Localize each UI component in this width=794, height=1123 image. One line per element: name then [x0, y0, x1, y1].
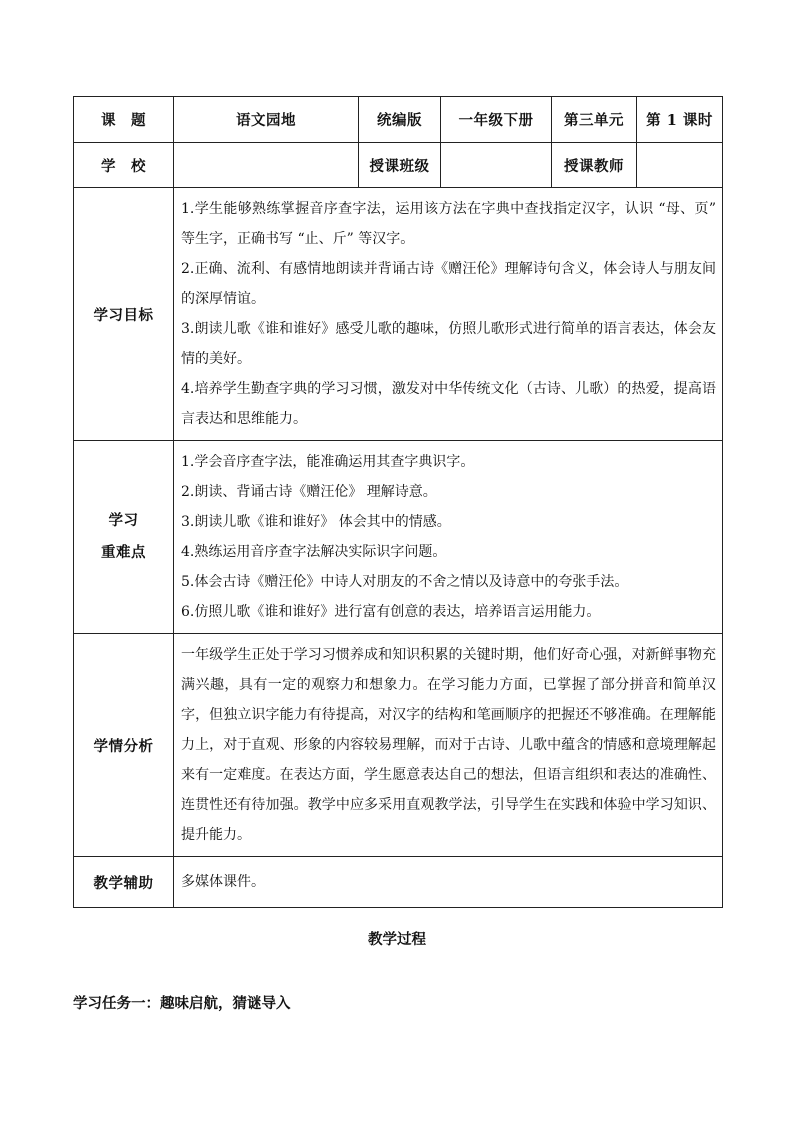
key-points-content	[174, 441, 723, 634]
lesson-number-value: 第 1 课时	[637, 97, 723, 143]
aids-content	[174, 857, 723, 908]
school-value	[174, 143, 359, 188]
aids-text: 多媒体课件。	[181, 874, 265, 890]
aids-label: 教学辅助	[74, 857, 174, 908]
objectives-label: 学习目标	[74, 188, 174, 441]
key-point-item: 4.熟练运用音序查字法解决实际识字问题。	[181, 544, 447, 560]
row-aids	[74, 857, 723, 908]
class-value	[441, 143, 552, 188]
row-school-info	[74, 143, 723, 188]
key-point-item: 5.体会古诗《赠汪伦》中诗人对朋友的不舍之情以及诗意中的夸张手法。	[181, 574, 629, 590]
analysis-content	[174, 634, 723, 857]
class-label: 授课班级	[359, 143, 441, 188]
unit-value: 第三单元	[552, 97, 637, 143]
objectives-content	[174, 188, 723, 441]
key-point-item: 3.朗读儿歌《谁和谁好》 体会其中的情感。	[181, 514, 451, 530]
key-point-item: 1.学会音序查字法，能准确运用其查字典识字。	[181, 454, 475, 470]
task-title: 学习任务一：趣味启航，猜谜导入	[73, 995, 291, 1012]
key-point-item: 2.朗读、背诵古诗《赠汪伦》 理解诗意。	[181, 484, 437, 500]
key-point-item: 6.仿照儿歌《谁和谁好》进行富有创意的表达，培养语言运用能力。	[181, 604, 601, 620]
grade-value: 一年级下册	[441, 97, 552, 143]
objective-item: 2.正确、流利、有感情地朗读并背诵古诗《赠汪伦》理解诗句含义，体会诗人与朋友间的深厚情谊。	[181, 261, 716, 307]
teacher-value	[637, 143, 723, 188]
key-points-label	[74, 441, 174, 634]
row-lesson-title	[74, 97, 723, 143]
objective-item: 3.朗读儿歌《谁和谁好》感受儿歌的趣味，仿照儿歌形式进行简单的语言表达，体会友情的美好。	[181, 321, 716, 367]
row-key-points	[74, 441, 723, 634]
lesson-title-value: 语文园地	[174, 97, 359, 143]
row-analysis	[74, 634, 723, 857]
key-points-label-line1: 学习	[108, 512, 139, 529]
objective-item: 4.培养学生勤查字典的学习习惯，激发对中华传统文化（古诗、儿歌）的热爱，提高语言表达和思维能力。	[181, 381, 716, 427]
objective-item: 1.学生能够熟练掌握音序查字法，运用该方法在字典中查找指定汉字，认识 “母、页” 等生字，正确书写 “止、斤” 等汉字。	[181, 201, 716, 247]
lesson-plan-table	[73, 96, 723, 908]
row-objectives	[74, 188, 723, 441]
key-points-label-line2: 重难点	[101, 544, 146, 561]
teacher-label: 授课教师	[552, 143, 637, 188]
edition-value: 统编版	[359, 97, 441, 143]
analysis-text: 一年级学生正处于学习习惯养成和知识积累的关键时期，他们好奇心强，对新鲜事物充满兴趣，具有一定的观察力和想象力。在学习能力方面，已掌握了部分拼音和简单汉字，但独立识字能力有待提高，对汉字的结构和笔画顺序的把握还不够准确。在理解能力上，对于直观、形象的内容较易理解，而对于古诗、儿歌中蕴含的情感和意境理解起来有一定难度。在表达方面，学生愿意表达自己的想法，但语言组织和表达的准确性、连贯性还有待加强。教学中应多采用直观教学法，引导学生在实践和体验中学习知识、提升能力。	[181, 647, 716, 843]
section-title: 教学过程	[368, 931, 426, 948]
analysis-label: 学情分析	[74, 634, 174, 857]
school-label: 学 校	[74, 143, 174, 188]
lesson-title-label: 课 题	[74, 97, 174, 143]
